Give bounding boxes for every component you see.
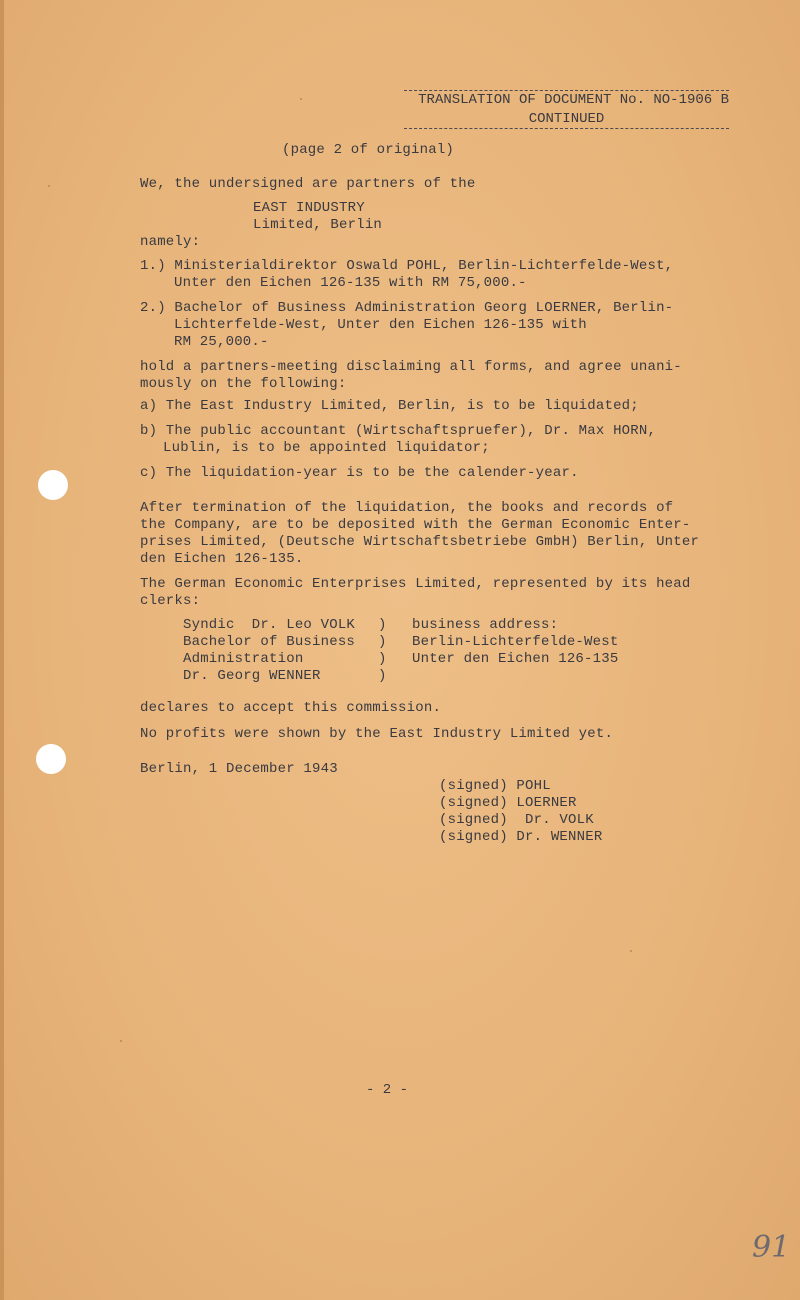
bracket: ) xyxy=(378,668,387,684)
bracket: ) xyxy=(378,634,387,650)
meeting-line-1: hold a partners-meeting disclaiming all forms, and agree unani- xyxy=(140,359,682,375)
partner-2-line-3: RM 25,000.- xyxy=(174,334,269,350)
clerk-line-1: Syndic Dr. Leo VOLK xyxy=(183,617,356,633)
page-number: - 2 - xyxy=(366,1082,409,1098)
header-title: TRANSLATION OF DOCUMENT No. NO-1906 B xyxy=(404,90,729,109)
business-address-line-1: Berlin-Lichterfelde-West xyxy=(412,634,619,650)
item-b-line-1: b) The public accountant (Wirtschaftspruefer), Dr. Max HORN, xyxy=(140,423,657,439)
signature-pohl: (signed) POHL xyxy=(439,778,551,794)
date-line: Berlin, 1 December 1943 xyxy=(140,761,338,777)
item-b-line-2: Lublin, is to be appointed liquidator; xyxy=(163,440,490,456)
business-address-label: business address: xyxy=(412,617,559,633)
punch-hole-bottom xyxy=(36,744,66,774)
clerk-line-2: Bachelor of Business xyxy=(183,634,356,650)
namely-label: namely: xyxy=(140,234,201,250)
german-enterprises-line-2: clerks: xyxy=(140,593,201,609)
after-termination-line-3: prises Limited, (Deutsche Wirtschaftsbetriebe GmbH) Berlin, Unter xyxy=(140,534,700,550)
paper-speck xyxy=(300,98,302,100)
item-c: c) The liquidation-year is to be the calender-year. xyxy=(140,465,579,481)
punch-hole-top xyxy=(38,470,68,500)
page-of-original: (page 2 of original) xyxy=(282,142,455,158)
document-header xyxy=(404,90,729,129)
after-termination-line-1: After termination of the liquidation, the books and records of xyxy=(140,500,674,516)
intro-text: We, the undersigned are partners of the xyxy=(140,176,476,192)
paper-speck xyxy=(48,185,50,187)
partner-1-line-2: Unter den Eichen 126-135 with RM 75,000.- xyxy=(174,275,527,291)
company-name: EAST INDUSTRY xyxy=(253,200,365,216)
signature-wenner: (signed) Dr. WENNER xyxy=(439,829,603,845)
declares-text: declares to accept this commission. xyxy=(140,700,442,716)
signature-loerner: (signed) LOERNER xyxy=(439,795,577,811)
paper-speck xyxy=(630,950,632,952)
after-termination-line-4: den Eichen 126-135. xyxy=(140,551,304,567)
partner-2-line-2: Lichterfelde-West, Unter den Eichen 126-135 with xyxy=(174,317,587,333)
header-subtitle: CONTINUED xyxy=(404,111,729,129)
after-termination-line-2: the Company, are to be deposited with the German Economic Enter- xyxy=(140,517,691,533)
item-a: a) The East Industry Limited, Berlin, is to be liquidated; xyxy=(140,398,639,414)
no-profits-text: No profits were shown by the East Industry Limited yet. xyxy=(140,726,614,742)
clerk-line-4: Dr. Georg WENNER xyxy=(183,668,321,684)
partner-2-line-1: 2.) Bachelor of Business Administration Georg LOERNER, Berlin- xyxy=(140,300,674,316)
paper-speck xyxy=(120,1040,122,1042)
bracket: ) xyxy=(378,617,387,633)
business-address-line-2: Unter den Eichen 126-135 xyxy=(412,651,619,667)
german-enterprises-line-1: The German Economic Enterprises Limited, represented by its head xyxy=(140,576,691,592)
company-location: Limited, Berlin xyxy=(253,217,383,233)
clerk-line-3: Administration xyxy=(183,651,304,667)
partner-1-line-1: 1.) Ministerialdirektor Oswald POHL, Berlin-Lichterfelde-West, xyxy=(140,258,674,274)
meeting-line-2: mously on the following: xyxy=(140,376,347,392)
signature-volk: (signed) Dr. VOLK xyxy=(439,812,594,828)
archive-mark: 91 xyxy=(752,1230,791,1265)
bracket: ) xyxy=(378,651,387,667)
page-edge xyxy=(0,0,4,1300)
